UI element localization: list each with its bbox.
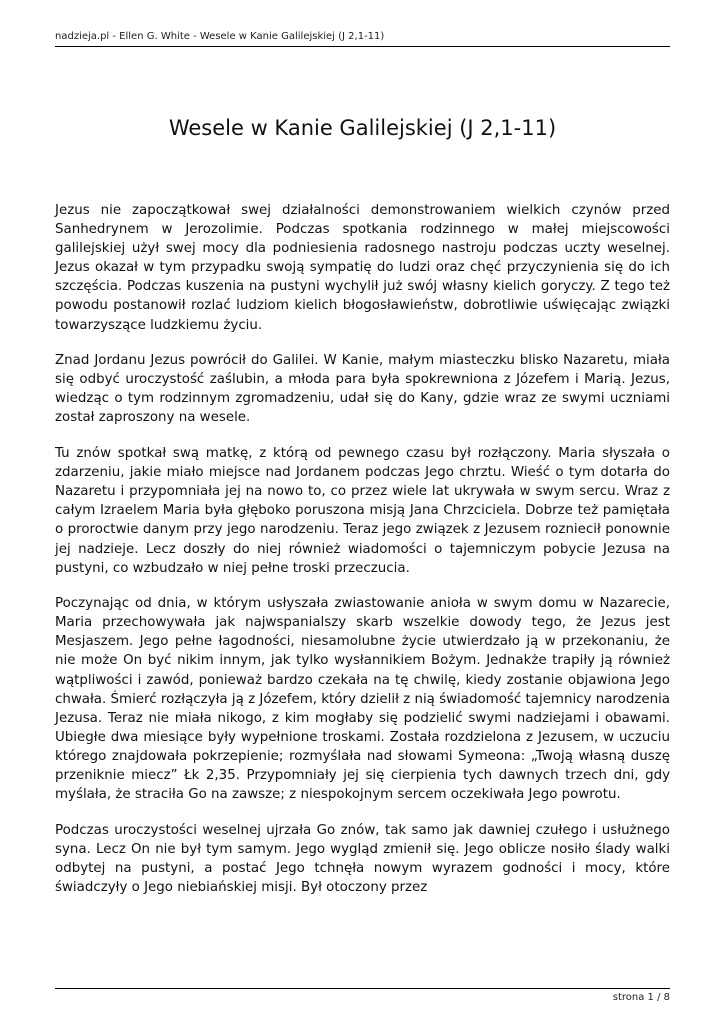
document-body xyxy=(55,201,670,914)
paragraph-4: Poczynając od dnia, w którym usłyszała zwiastowanie anioła w swym domu w Nazarecie, Maria przechowywała jak najwspanialszy skarb wszelkie dowody tego, że Jezus jest Mesjaszem. Jego pełne łagodności, niesamolubne życie utwierdzało ją w przekonaniu, że nie może On być nikim innym, jak tylko wysłannikiem Bożym. Jednakże trapiły ją również wątpliwości i zawód, ponieważ bardzo czekała na tę chwilę, kiedy zostanie objawiona Jego chwała. Śmierć rozłączyła ją z Józefem, który dzielił z nią świadomość tajemnicy narodzenia Jezusa. Teraz nie miała nikogo, z kim mogłaby się podzielić swymi nadziejami i obawami. Ubiegłe dwa miesiące były wypełnione troskami. Została rozdzielona z Jezusem, w uczuciu którego znajdowała pokrzepienie; rozmyślała nad słowami Symeona: „Twoją własną duszę przeniknie miecz” Łk 2,35. Przypomniały jej się cierpienia tych dawnych trzech dni, gdy myślała, że straciła Go na zawsze; z niespokojnym sercem oczekiwała Jego powrotu. xyxy=(55,596,670,803)
page-number: strona 1 / 8 xyxy=(612,992,670,1003)
paragraph-1: Jezus nie zapoczątkował swej działalności demonstrowaniem wielkich czynów przed Sanhedrynem w Jerozolimie. Podczas spotkania rodzinnego w małej miejscowości galilejskiej użył swej mocy dla podniesienia radosnego nastroju podczas uczty weselnej. Jezus okazał w tym przypadku swoją sympatię do ludzi oraz chęć przyczynienia się do ich szczęścia. Podczas kuszenia na pustyni wychylił już swój własny kielich goryczy. Z tego też powodu postanowił rozlać ludziom kielich błogosławieństw, dobrotliwie uświęcając związki towarzyszące ludzkiemu życiu. xyxy=(55,203,670,333)
footer-divider xyxy=(55,988,670,989)
header-divider xyxy=(55,46,670,47)
paragraph-3: Tu znów spotkał swą matkę, z którą od pewnego czasu był rozłączony. Maria słyszała o zdarzeniu, jakie miało miejsce nad Jordanem podczas Jego chrztu. Wieść o tym dotarła do Nazaretu i przypomniała jej na nowo to, co przez wiele lat ukrywała w swym sercu. Wraz z całym Izraelem Maria była głęboko poruszona misją Jana Chrzciciela. Dobrze też pamiętała o proroctwie danym przy jego narodzeniu. Teraz jego związek z Jezusem rozniecił ponownie jej nadzieje. Lecz doszły do niej również wiadomości o tajemniczym pobycie Jezusa na pustyni, co wzbudzało w niej pełne troski przeczucia. xyxy=(55,446,670,576)
document-title: Wesele w Kanie Galilejskiej (J 2,1-11) xyxy=(168,116,557,140)
running-header: nadzieja.pl - Ellen G. White - Wesele w Kanie Galilejskiej (J 2,1-11) xyxy=(55,31,385,42)
paragraph-5: Podczas uroczystości weselnej ujrzała Go znów, tak samo jak dawniej czułego i usłużnego syna. Lecz On nie był tym samym. Jego wygląd zmienił się. Jego oblicze nosiło ślady walki odbytej na pustyni, a postać Jego tchnęła nowym wyrazem godności i mocy, które świadczyły o Jego niebiańskiej misji. Był otoczony przez xyxy=(55,822,670,895)
paragraph-2: Znad Jordanu Jezus powrócił do Galilei. W Kanie, małym miasteczku blisko Nazaretu, miała się odbyć uroczystość zaślubin, a młoda para była spokrewniona z Józefem i Marią. Jezus, wiedząc o tym rodzinnym zgromadzeniu, udał się do Kany, gdzie wraz ze swymi uczniami został zaproszony na wesele. xyxy=(55,353,670,426)
